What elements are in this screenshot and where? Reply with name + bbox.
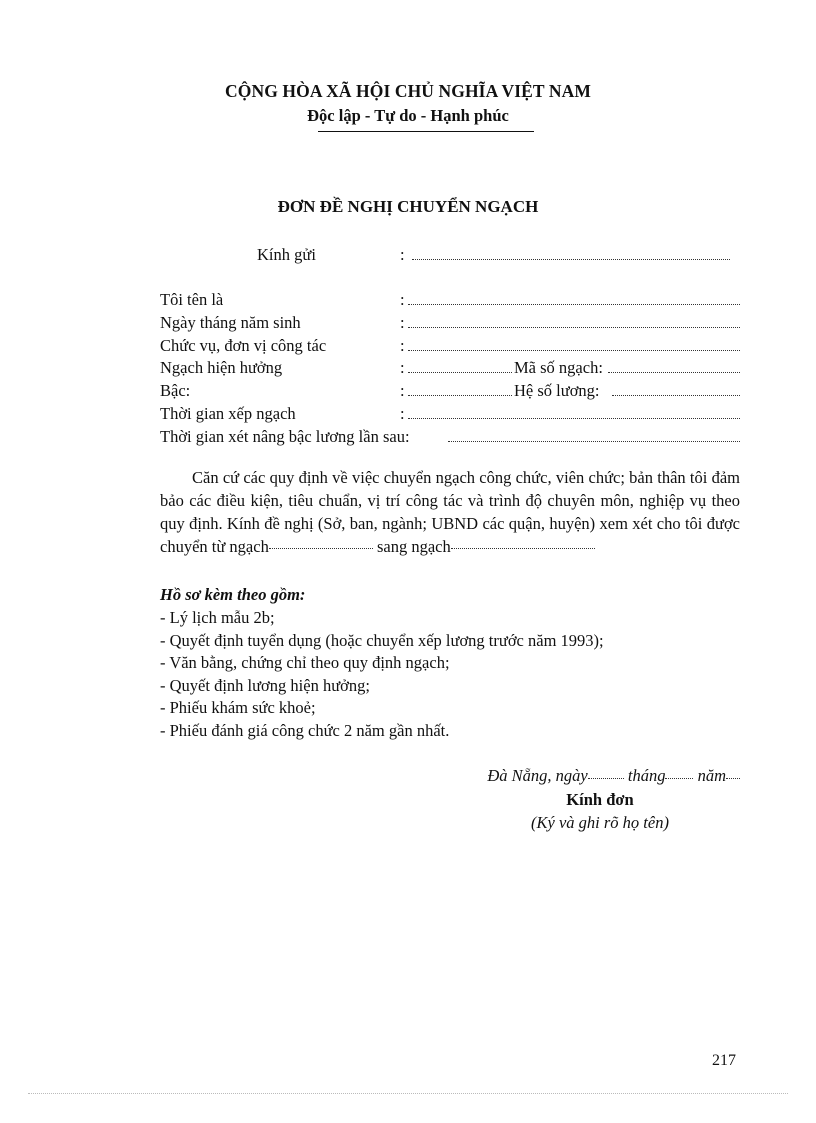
attachment-item: - Lý lịch mẫu 2b; [160,608,275,627]
recipient-blank[interactable] [412,259,730,260]
field-salary-coef-label: Hệ số lương: [514,381,600,400]
request-to-text: sang ngạch [376,537,451,556]
recipient-colon: : [400,245,405,264]
field-grade-time-blank[interactable] [408,418,740,419]
field-grade-time-row [160,403,740,425]
attachment-item: - Phiếu khám sức khoẻ; [160,698,316,717]
field-position-colon: : [400,336,405,355]
motto-underline [318,131,534,132]
from-grade-blank[interactable] [269,547,373,549]
signature-date-line [487,766,740,786]
day-blank[interactable] [588,777,624,779]
national-header: CỘNG HÒA XÃ HỘI CHỦ NGHĨA VIỆT NAM [225,81,591,101]
field-level-colon: : [400,381,405,400]
attachments-list [160,607,604,742]
attachment-item: - Quyết định lương hiện hưởng; [160,675,370,695]
field-salary-coef-blank[interactable] [612,395,740,396]
signature-closing: Kính đơn [566,790,634,809]
field-dob-colon: : [400,313,405,332]
field-grade-time-label: Thời gian xếp ngạch [160,404,296,423]
field-position-row [160,335,740,357]
field-grade-colon: : [400,358,405,377]
field-grade-code-blank[interactable] [608,372,740,373]
request-text: Căn cứ các quy định về việc chuyển ngạch công chức, viên chức; bản thân tôi đảm bảo các điều kiện, tiêu chuẩn, vị trí công tác và trình độ chuyên môn, nghiệp vụ theo quy định. Kính đề nghị (Sở, ban, ngành; UBND các quận, huyện) xem xét cho tôi được chuyển từ ngạch [160,468,740,556]
recipient-label: Kính gửi [257,245,316,264]
year-blank[interactable] [726,777,740,779]
field-position-blank[interactable] [408,350,740,351]
field-name-colon: : [400,290,405,309]
field-next-raise-blank[interactable] [448,441,740,442]
signature-year: năm [697,766,726,785]
attachment-item: - Quyết định tuyển dụng (hoặc chuyển xếp lương trước năm 1993); [160,630,604,650]
signature-note: (Ký và ghi rõ họ tên) [531,813,669,832]
field-grade-blank[interactable] [408,372,512,373]
field-level-label: Bậc: [160,381,191,400]
field-dob-blank[interactable] [408,327,740,328]
field-grade-label: Ngạch hiện hưởng [160,358,283,377]
recipient-row [160,244,740,266]
field-level-row [160,380,740,402]
signature-month: tháng [627,766,666,785]
field-dob-label: Ngày tháng năm sinh [160,313,301,332]
to-grade-blank[interactable] [451,547,595,549]
field-next-raise-row [160,426,740,448]
attachment-item: - Phiếu đánh giá công chức 2 năm gần nhất. [160,720,450,740]
field-dob-row [160,312,740,334]
field-name-label: Tôi tên là [160,290,224,309]
signature-place: Đà Nẵng, ngày [487,766,588,785]
field-position-label: Chức vụ, đơn vị công tác [160,336,327,355]
attachment-item: - Văn bằng, chứng chỉ theo quy định ngạch; [160,653,450,672]
page-number: 217 [712,1052,736,1069]
attachments-title: Hồ sơ kèm theo gồm: [160,585,306,604]
field-next-raise-label: Thời gian xét nâng bậc lương lần sau: [160,427,410,446]
field-grade-row [160,357,740,379]
field-name-row [160,289,740,311]
field-grade-code-label: Mã số ngạch: [514,358,603,377]
field-name-blank[interactable] [408,304,740,305]
field-level-blank[interactable] [408,395,512,396]
document-title: ĐƠN ĐỀ NGHỊ CHUYỂN NGẠCH [277,197,539,216]
month-blank[interactable] [665,777,693,779]
request-paragraph [160,466,740,558]
field-grade-time-colon: : [400,404,405,423]
national-motto: Độc lập - Tự do - Hạnh phúc [307,106,509,125]
footer-divider [28,1093,788,1094]
